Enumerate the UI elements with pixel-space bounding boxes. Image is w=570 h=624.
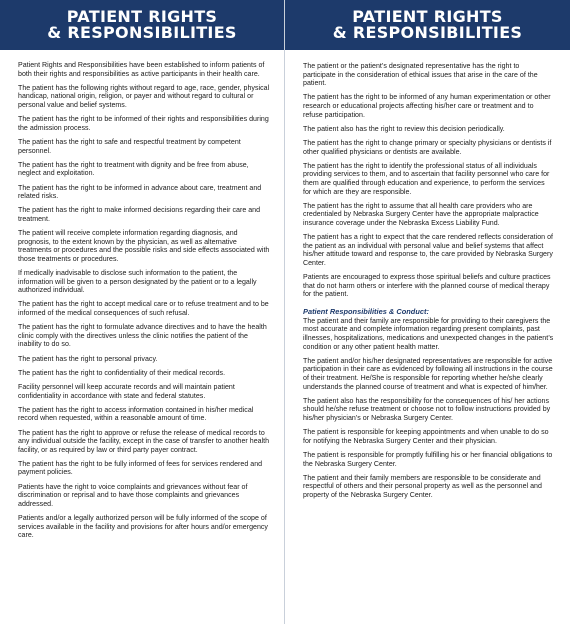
responsibility-paragraph: The patient and their family members are responsible to be considerate and respectful of others and their personal property as well as the personnel and property of the Nebraska Surgery Center. [303,474,542,499]
left-paragraph: The patient has the right to personal privacy. [18,355,158,363]
right-paragraph: The patient also has the right to review this decision periodically. [303,125,505,133]
left-body-text [0,50,284,541]
right-title-line1: PATIENT RIGHTS [352,7,503,26]
left-paragraph: The patient has the right to access information contained in his/her medical record when requested, within a reasonable amount of time. [18,406,254,423]
right-body-text [285,50,570,500]
left-paragraph: If medically inadvisable to disclose such information to the patient, the information will be given to a person designated by the patient or to a legally authorized individual. [18,270,257,295]
left-title-banner [0,0,284,50]
right-column [285,0,570,624]
left-title-line1: PATIENT RIGHTS [66,7,218,26]
left-paragraph: The patient has the right to approve or refuse the release of medical records to any individual outside the facility, except in the case of transfer to another health facility, or as required by law or third party payer contract. [18,429,270,454]
right-paragraph: The patient has the right to assume that all health care providers who are credentialed by Nebraska Surgery Center have the appropriate malpractice insurance coverage under the Nebraska Excess Liability Fund. [303,202,539,227]
right-title-line2: & RESPONSIBILITIES [332,23,523,42]
left-paragraph: The patient has the right to make informed decisions regarding their care and treatment. [18,207,261,223]
left-paragraph: Facility personnel will keep accurate records and will maintain patient confidentiality in accordance with state and federal statutes. [18,383,235,400]
left-paragraph: The patient has the right to accept medical care or to refuse treatment and to be informed of the medical consequences of such refusal. [18,301,269,317]
responsibilities-section-title: Patient Responsibilities & Conduct: [303,306,429,316]
responsibility-paragraph: The patient and their family are responsible for providing to their caregivers the most accurate and complete information regarding present complaints, past illnesses, hospitalizations, medications and unexpected changes in the patient’s condition or any other patient health matter. [303,317,554,351]
left-paragraph: The patient has the right to be informed in advance about care, treatment and related risks. [18,184,262,201]
right-paragraph: Patients are encouraged to express those spiritual beliefs and culture practices that do not harm others or interfere with the planned course of medical therapy for the patient. [303,274,551,299]
left-paragraph: The patient will receive complete information regarding diagnosis, and prognosis, to the extent known by the physician, as well as alternative treatments or procedures and the possible risks and side effects associated with those treatments or procedures. [18,230,270,263]
left-paragraph: The patient has the following rights without regard to age, race, gender, physical handicap, national origin, religion, or payer and without regard to cultural or personal value and belief systems. [18,84,270,109]
responsibility-paragraph: The patient and/or his/her designated representatives are responsible for active participation in their care as evidenced by following all instructions in the course of their treatment. He/She is responsible for reporting whether he/she clearly understands the planned course of treatment and what is expected of him/her. [303,357,553,391]
right-paragraph: The patient has a right to expect that the care rendered reflects consideration of the patient as an individual with personal value and belief systems that affect his/her attitude toward and response to, the care provided by Nebraska Surgery Center. [303,234,553,267]
left-paragraph: The patient has the right to formulate advance directives and to have the health clinic comply with the directives unless the clinic notifies the patient of the inability to do so. [18,324,267,349]
left-paragraph: The patient has the right to safe and respectful treatment by competent personnel. [18,138,241,155]
left-paragraph: Patient Rights and Responsibilities have been established to inform patients of both their rights and responsibilities as active participants in their health care. [18,62,265,78]
left-paragraph: The patient has the right to be fully informed of fees for services rendered and payment policies. [18,460,263,477]
left-paragraph: Patients and/or a legally authorized person will be fully informed of the scope of services available in the facility and provisions for after hours and/or emergency care. [18,515,268,540]
responsibility-paragraph: The patient is responsible for keeping appointments and when unable to do so for notifying the Nebraska Surgery Center and their physician. [303,429,549,445]
left-paragraph: The patient has the right to be informed of their rights and responsibilities during the admission process. [18,116,269,132]
right-title-banner [285,0,570,50]
right-paragraph: The patient has the right to identify the professional status of all individuals providing services to them, and to ascertain that facility personnel who care for them are qualified through education and experience, to perform the services for which are they are responsible. [303,162,550,196]
left-paragraph: Patients have the right to voice complaints and grievances without fear of discrimination or reprisal and to have those complaints and grievances addressed. [18,483,248,508]
right-paragraph: The patient has the right to change primary or specialty physicians or dentists if other qualified physicians or dentists are available. [303,139,552,156]
right-paragraph: The patient has the right to be informed of any human experimentation or other research or educational projects affecting his/her care or treatment and to refuse participation. [303,94,551,119]
left-paragraph: The patient has the right to confidentiality of their medical records. [18,369,226,377]
responsibility-paragraph: The patient is responsible for promptly fulfilling his or her financial obligations to the Nebraska Surgery Center. [303,451,553,468]
left-title-line2: & RESPONSIBILITIES [47,23,237,42]
right-paragraph: The patient or the patient’s designated representative has the right to participate in the consideration of ethical issues that arise in the care of the patient. [303,63,538,88]
left-paragraph: The patient has the right to treatment with dignity and be free from abuse, neglect and exploitation. [18,161,249,178]
responsibility-paragraph: The patient also has the responsibility for the consequences of his/ her actions should he/she refuse treatment or choose not to follow instructions provided by his/her physician’s or Nebraska Surgery Center. [303,397,551,422]
